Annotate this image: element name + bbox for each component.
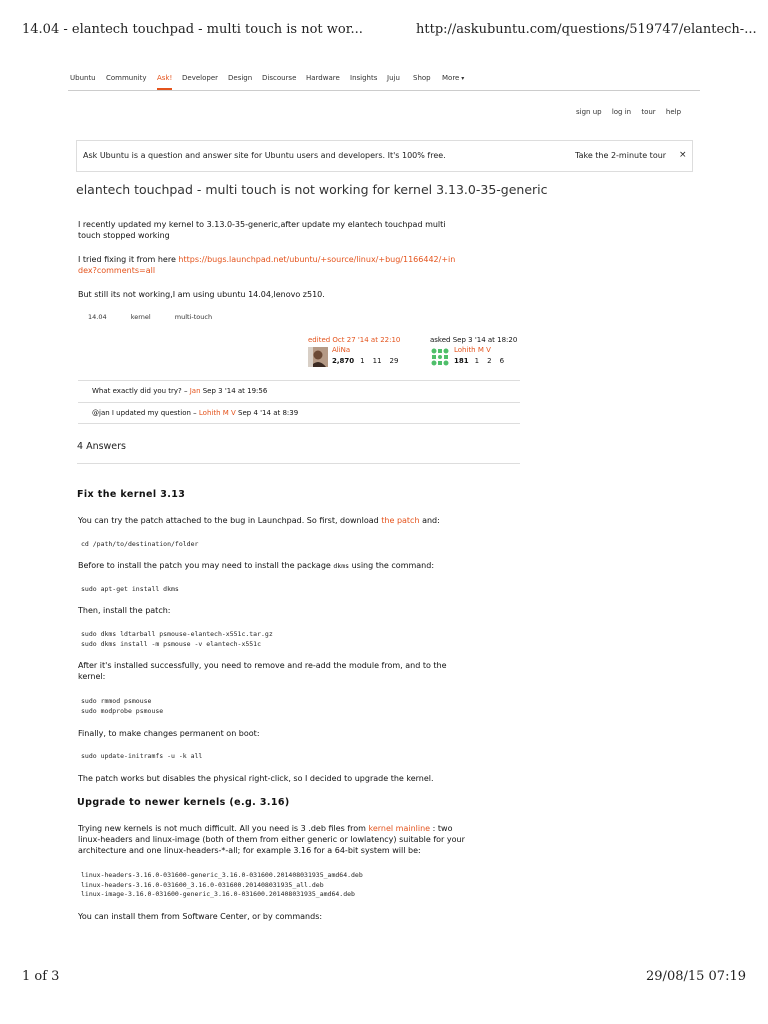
nav-ask[interactable]: Ask!	[157, 74, 172, 90]
question-tags	[88, 313, 234, 321]
comment-text: What exactly did you try? –	[92, 387, 190, 395]
question-paragraph-2	[78, 254, 458, 276]
question-paragraph-3: But still its not working,I am using ubuntu 14.04,lenovo z510.	[78, 290, 325, 299]
edited-user-name[interactable]: AliNa	[332, 346, 351, 354]
comment-time: Sep 4 '14 at 8:39	[235, 409, 299, 417]
print-header	[22, 22, 757, 44]
gold-badge-count: 1	[360, 357, 365, 365]
comment-user-link[interactable]: Jan	[189, 387, 201, 395]
question-comments	[78, 380, 520, 424]
nav-community[interactable]: Community	[106, 74, 147, 82]
answers-count-header: 4 Answers	[77, 441, 520, 464]
comment-user-link[interactable]: Lohith M V	[198, 409, 236, 417]
take-tour-link[interactable]: Take the 2-minute tour	[575, 151, 667, 160]
nav-design[interactable]: Design	[228, 74, 253, 82]
comment-item	[78, 380, 520, 402]
answer-heading-fix: Fix the kernel 3.13	[77, 489, 186, 500]
answer-paragraph-3: Then, install the patch:	[78, 606, 171, 615]
edited-signature	[308, 336, 428, 372]
answer-p1-end: and:	[419, 516, 440, 525]
user-photo-avatar-icon[interactable]	[308, 347, 328, 367]
answer-p7-text: Trying new kernels is not much difficult. All you need is 3 .deb files from	[78, 824, 369, 833]
edited-user-reputation	[332, 357, 406, 365]
banner-message: Ask Ubuntu is a question and answer site for Ubuntu users and developers. It's 100% free.	[83, 151, 446, 160]
question-paragraph-1: I recently updated my kernel to 3.13.0-35-generic,after update my elantech touchpad multi touch stopped working	[78, 220, 446, 240]
comment-time: Sep 3 '14 at 19:56	[200, 387, 268, 395]
ubuntu-top-nav	[68, 72, 700, 91]
print-page-url: http://askubuntu.com/questions/519747/elantech-...	[416, 22, 757, 37]
gold-badge-count: 1	[474, 357, 480, 365]
answer-p7-end: : two linux-headers and linux-image (both of them from either generic or lowlatency) suitable for your architecture and one linux-headers-*-all; for example 3.16 for a 64-bit system will be:	[78, 824, 465, 855]
kernel-mainline-link[interactable]: kernel mainline	[368, 824, 431, 833]
nav-developer[interactable]: Developer	[182, 74, 219, 82]
code-block-update-initramfs: sudo update-initramfs -u -k all	[81, 752, 203, 760]
print-page-title: 14.04 - elantech touchpad - multi touch is not wor...	[22, 22, 363, 37]
comment-item	[78, 402, 520, 424]
edited-time-link[interactable]: edited Oct 27 '14 at 22:10	[308, 336, 401, 344]
answer-p2-end: using the command:	[349, 561, 435, 570]
launchpad-bug-link[interactable]: https://bugs.launchpad.net/ubuntu/+source/linux/+bug/1166442/+index?comments=all	[78, 255, 456, 275]
answer-paragraph-4: After it's installed successfully, you need to remove and re-add the module from, and to the kernel:	[78, 661, 447, 681]
print-datetime: 29/08/15 07:19	[646, 969, 746, 984]
nav-hardware[interactable]: Hardware	[306, 74, 340, 82]
asked-user-name[interactable]: Lohith M V	[454, 346, 491, 354]
tour-link[interactable]: tour	[641, 108, 656, 116]
question-title[interactable]: elantech touchpad - multi touch is not working for kernel 3.13.0-35-generic	[76, 182, 548, 197]
welcome-banner	[76, 140, 693, 172]
asked-user-reputation	[454, 357, 512, 365]
asked-signature	[430, 336, 530, 372]
question-p2-text: I tried fixing it from here	[78, 255, 179, 264]
reputation-score: 181	[454, 357, 469, 365]
reputation-score: 2,870	[332, 357, 355, 365]
inline-code-dkms: dkms	[333, 562, 350, 570]
answer-paragraph-5: Finally, to make changes permanent on boot:	[78, 729, 260, 738]
nav-more[interactable]: More ▾	[442, 74, 464, 82]
nav-shop[interactable]: Shop	[413, 74, 431, 82]
tag-multi-touch[interactable]: multi-touch	[174, 313, 213, 321]
close-banner-icon[interactable]: ×	[679, 150, 687, 160]
nav-juju[interactable]: Juju	[387, 74, 400, 82]
tag-14-04[interactable]: 14.04	[88, 313, 107, 321]
answer-paragraph-7	[78, 823, 468, 856]
comment-text: @jan I updated my question –	[92, 409, 199, 417]
code-block-install-patch: sudo dkms ldtarball psmouse-elantech-x551c.tar.gz sudo dkms install -m psmouse -v elantech-x551c	[81, 630, 273, 648]
bronze-badge-count: 29	[389, 357, 399, 365]
tag-kernel[interactable]: kernel	[130, 313, 151, 321]
code-block-reload-module: sudo rmmod psmouse sudo modprobe psmouse	[81, 697, 164, 715]
nav-insights[interactable]: Insights	[350, 74, 378, 82]
identicon-avatar-icon[interactable]	[430, 347, 450, 367]
answer-paragraph-8: You can install them from Software Center, or by commands:	[78, 912, 323, 921]
print-page-number: 1 of 3	[22, 969, 60, 984]
silver-badge-count: 2	[487, 357, 492, 365]
nav-ubuntu[interactable]: Ubuntu	[70, 74, 96, 82]
code-block-deb-files: linux-headers-3.16.0-031600-generic_3.16.0-031600.201408031935_amd64.deb linux-headers-3.16.0-031600_3.16.0-031600.201408031935_all.deb linux-image-3.16.0-031600-generic_3.16.0-031600.201408031935_amd64.deb	[81, 871, 363, 898]
answer-paragraph-6: The patch works but disables the physical right-click, so I decided to upgrade the kernel.	[78, 774, 434, 783]
patch-link[interactable]: the patch	[381, 516, 420, 525]
bronze-badge-count: 6	[499, 357, 505, 365]
silver-badge-count: 11	[372, 357, 382, 365]
answer-paragraph-2	[78, 560, 498, 572]
answer-heading-upgrade: Upgrade to newer kernels (e.g. 3.16)	[77, 797, 290, 808]
nav-discourse[interactable]: Discourse	[262, 74, 297, 82]
answer-p1-text: You can try the patch attached to the bug in Launchpad. So first, download	[78, 516, 382, 525]
answer-paragraph-1	[78, 515, 498, 526]
user-nav	[576, 108, 689, 116]
asked-time: asked Sep 3 '14 at 18:20	[430, 336, 518, 344]
code-block-cd: cd /path/to/destination/folder	[81, 540, 199, 548]
log-in-link[interactable]: log in	[611, 108, 632, 116]
help-link[interactable]: help	[665, 108, 682, 116]
code-block-install-dkms: sudo apt-get install dkms	[81, 585, 179, 593]
answer-p2-text: Before to install the patch you may need to install the package	[78, 561, 334, 570]
sign-up-link[interactable]: sign up	[576, 108, 602, 116]
